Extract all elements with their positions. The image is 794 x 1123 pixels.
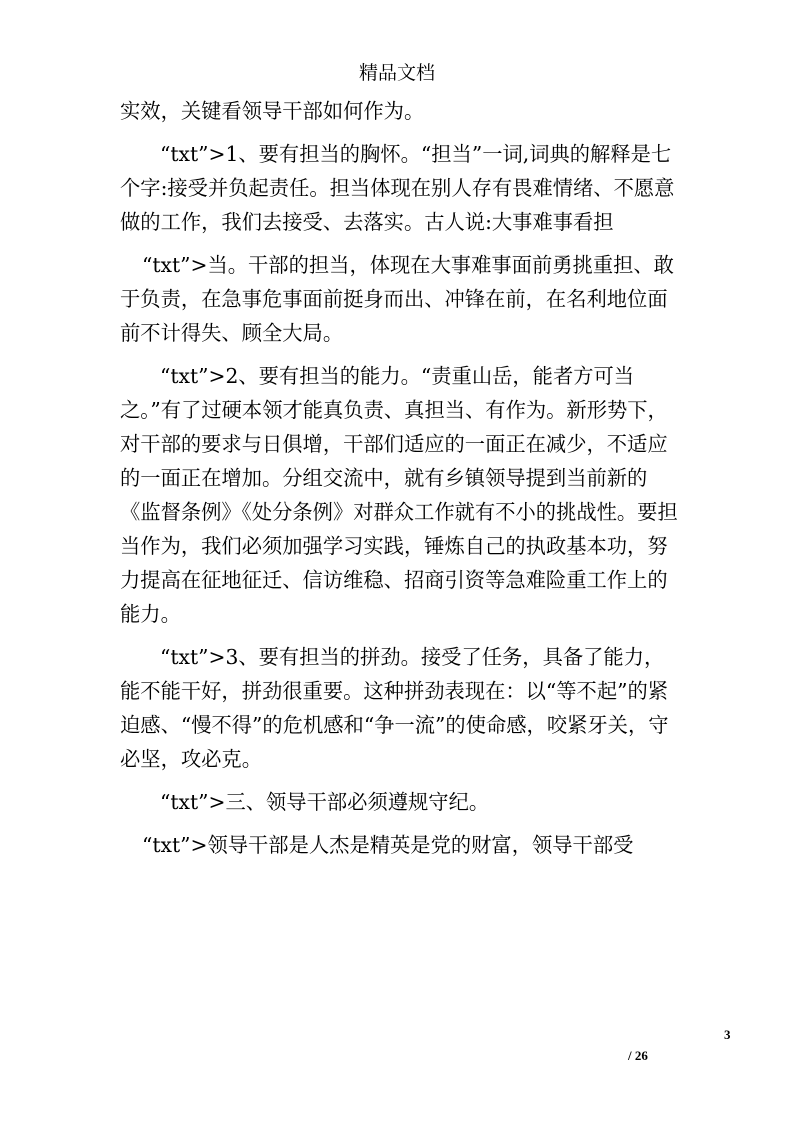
paragraph: “txt”>领导干部是人杰是精英是党的财富，领导干部受 (142, 833, 634, 857)
paragraph: 实效，关键看领导干部如何作为。 (120, 99, 425, 123)
paragraph: “txt”>三、领导干部必须遵规守纪。 (160, 790, 490, 814)
document-body (120, 94, 680, 871)
page-header-title: 精品文档 (358, 62, 435, 84)
page-total: / 26 (628, 1048, 648, 1063)
paragraph: “txt”>2、要有担当的能力。“责重山岳，能者方可当之。”有了过硬本领才能真负责、真担当、有作为。新形势下，对干部的要求与日俱增，干部们适应的一面正在减少，不适应的一面正在增加。分组交流中，就有乡镇领导提到当前新的《监督条例》《处分条例》对群众工作就有不小的挑战性。要担当作为，我们必须加强学习实践，锤炼自己的执政基本功，努力提高在征地征迁、信访维稳、招商引资等急难险重工作上的能力。 (120, 364, 678, 626)
paragraph: “txt”>3、要有担当的拼劲。接受了任务，具备了能力，能不能干好，拼劲很重要。这种拼劲表现在：以“等不起”的紧迫感、“慢不得”的危机感和“争一流”的使命感，咬紧牙关，守必坚，攻必克。 (120, 645, 669, 771)
page-number: 3 (724, 1027, 731, 1042)
paragraph: “txt”>1、要有担当的胸怀。“担当”一词,词典的解释是七个字:接受并负起责任。担当体现在别人存有畏难情绪、不愿意做的工作，我们去接受、去落实。古人说:大事难事看担 (120, 142, 675, 234)
paragraph: “txt”>当。干部的担当，体现在大事难事面前勇挑重担、敢于负责，在急事危事面前挺身而出、冲锋在前，在名利地位面前不计得失、顾全大局。 (120, 253, 674, 345)
